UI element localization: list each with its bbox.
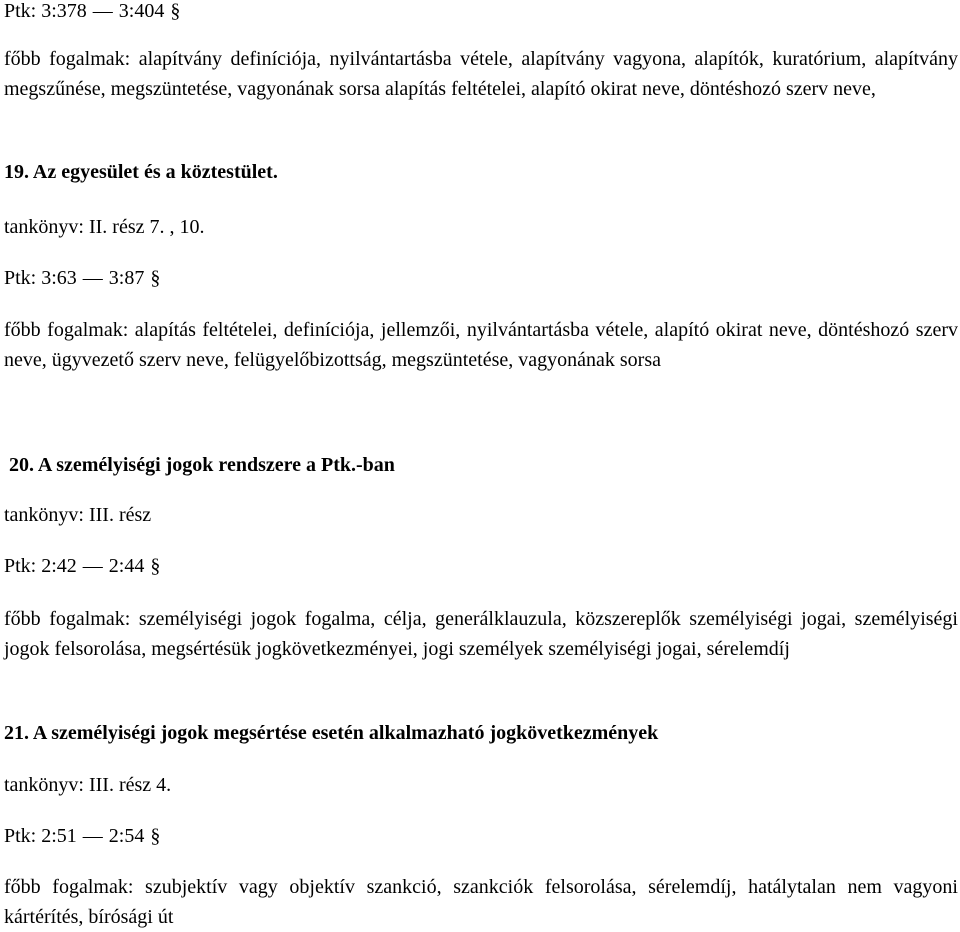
textbook-reference-21: tankönyv: III. rész 4. — [4, 774, 172, 796]
section-mark-icon: § — [150, 267, 161, 289]
section-heading-21: 21. A személyiségi jogok megsértése esetén alkalmazható jogkövetkezmények — [4, 722, 659, 744]
ptk-end: 2:44 — [108, 555, 145, 577]
concepts-paragraph-21: főbb fogalmak: szubjektív vagy objektív szankció, szankciók felsorolása, sérelemdíj, hatálytalan nem vagyoni kártérítés, bírósági út — [4, 876, 958, 928]
section-heading-20 — [4, 450, 395, 480]
ptk-end: 3:87 — [108, 267, 145, 289]
ptk-reference-1 — [4, 0, 180, 26]
ptk-reference-20 — [4, 551, 160, 581]
textbook-reference-20: tankönyv: III. rész — [4, 504, 152, 526]
ptk-start: Ptk: 2:51 — [4, 825, 77, 847]
section-heading-20-text: 20. A személyiségi jogok rendszere a Ptk.-ban — [9, 454, 395, 476]
section-heading-19: 19. Az egyesület és a köztestület. — [4, 161, 278, 183]
ptk-start: Ptk: 3:63 — [4, 267, 77, 289]
ptk-end: 2:54 — [108, 825, 145, 847]
concepts-paragraph-20: főbb fogalmak: személyiségi jogok fogalma, célja, generálklauzula, közszereplők személyiségi jogai, személyiségi jogok felsorolása, megsértésük jogkövetkezményei, jogi személyek személyiségi jogai, sérelemdíj — [4, 608, 958, 660]
ptk-start: Ptk: 2:42 — [4, 555, 77, 577]
ptk-start: Ptk: 3:378 — [4, 0, 87, 22]
dash: — — [82, 267, 103, 289]
concepts-paragraph-1: főbb fogalmak: alapítvány definíciója, nyilvántartásba vétele, alapítvány vagyona, alapítók, kuratórium, alapítvány megszűnése, megszüntetése, vagyonának sorsa alapítás feltételei, alapító okirat neve, döntéshozó szerv neve, — [4, 48, 958, 100]
dash: — — [82, 555, 103, 577]
dash: — — [82, 825, 103, 847]
ptk-reference-19 — [4, 263, 160, 293]
section-mark-icon: § — [170, 0, 181, 22]
section-mark-icon: § — [150, 555, 161, 577]
concepts-paragraph-19: főbb fogalmak: alapítás feltételei, definíciója, jellemzői, nyilvántartásba vétele, alapító okirat neve, döntéshozó szerv neve, ügyvezető szerv neve, felügyelőbizottság, megszüntetése, vagyonának sorsa — [4, 319, 958, 371]
ptk-reference-21 — [4, 821, 160, 851]
textbook-reference-19: tankönyv: II. rész 7. , 10. — [4, 216, 205, 238]
dash: — — [92, 0, 113, 22]
ptk-end: 3:404 — [118, 0, 165, 22]
section-mark-icon: § — [150, 825, 161, 847]
